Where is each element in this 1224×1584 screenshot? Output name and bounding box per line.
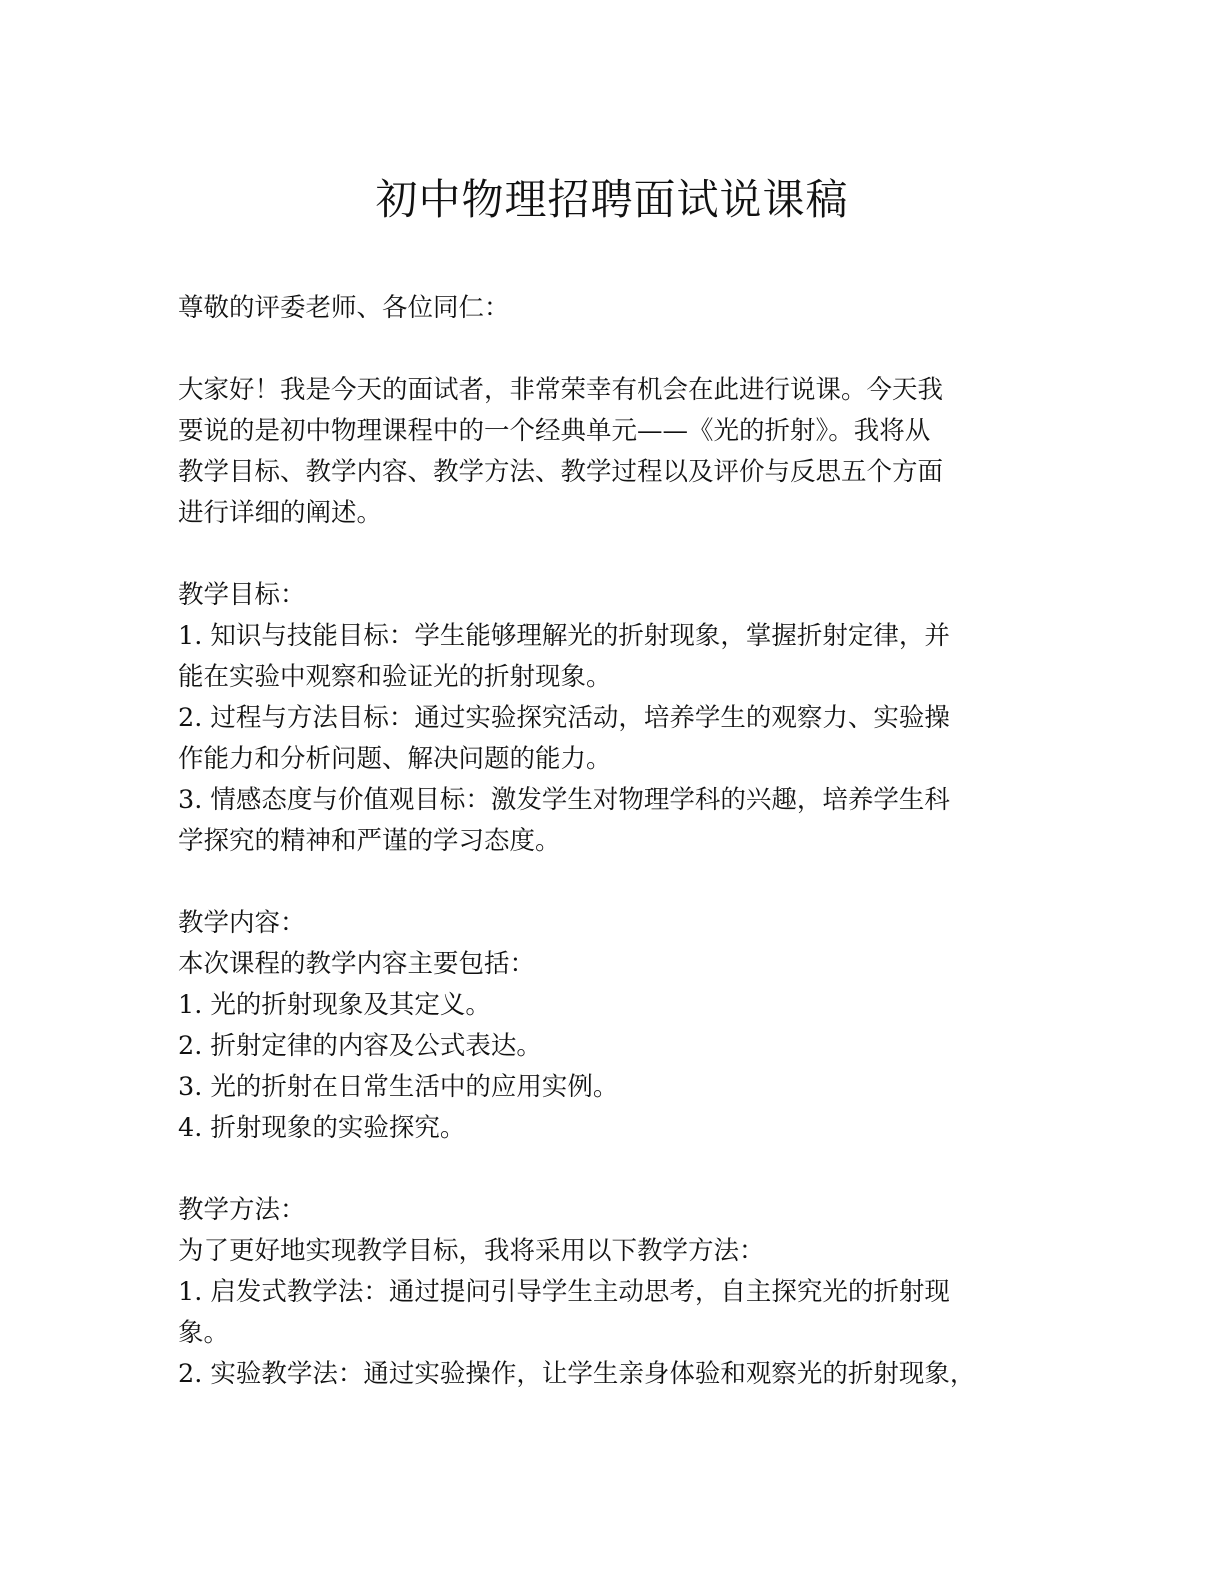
content-line: 本次课程的教学内容主要包括：: [178, 949, 536, 979]
methods-heading: 教学方法：: [178, 1195, 306, 1225]
content-line: 3. 光的折射在日常生活中的应用实例。: [178, 1072, 619, 1102]
intro-line: 教学目标、教学内容、教学方法、教学过程以及评价与反思五个方面: [178, 457, 944, 487]
content-heading: 教学内容：: [178, 908, 306, 938]
goals-line: 学探究的精神和严谨的学习态度。: [178, 826, 561, 856]
intro-line: 要说的是初中物理课程中的一个经典单元——《光的折射》。我将从: [178, 416, 931, 446]
goals-line: 能在实验中观察和验证光的折射现象。: [178, 662, 612, 692]
methods-line: 2. 实验教学法：通过实验操作，让学生亲身体验和观察光的折射现象，: [178, 1359, 976, 1389]
methods-line: 1. 启发式教学法：通过提问引导学生主动思考，自主探究光的折射现: [178, 1277, 950, 1307]
methods-line: 象。: [178, 1318, 230, 1348]
goals-line: 1. 知识与技能目标：学生能够理解光的折射现象，掌握折射定律，并: [178, 621, 950, 651]
goals-line: 2. 过程与方法目标：通过实验探究活动，培养学生的观察力、实验操: [178, 703, 950, 733]
spacer: [178, 329, 1038, 370]
goals-line: 3. 情感态度与价值观目标：激发学生对物理学科的兴趣，培养学生科: [178, 785, 950, 815]
spacer: [178, 862, 1038, 903]
greeting: 尊敬的评委老师、各位同仁：: [178, 293, 510, 323]
goals-line: 作能力和分析问题、解决问题的能力。: [178, 744, 612, 774]
content-line: 2. 折射定律的内容及公式表达。: [178, 1031, 542, 1061]
content-line: 4. 折射现象的实验探究。: [178, 1113, 466, 1143]
methods-line: 为了更好地实现教学目标，我将采用以下教学方法：: [178, 1236, 765, 1266]
content-line: 1. 光的折射现象及其定义。: [178, 990, 491, 1020]
intro-line: 进行详细的阐述。: [178, 498, 383, 528]
intro-line: 大家好！我是今天的面试者，非常荣幸有机会在此进行说课。今天我: [178, 375, 944, 405]
document-title: 初中物理招聘面试说课稿: [375, 175, 849, 224]
document-body: [178, 288, 1038, 1395]
goals-heading: 教学目标：: [178, 580, 306, 610]
spacer: [178, 534, 1038, 575]
spacer: [178, 1149, 1038, 1190]
